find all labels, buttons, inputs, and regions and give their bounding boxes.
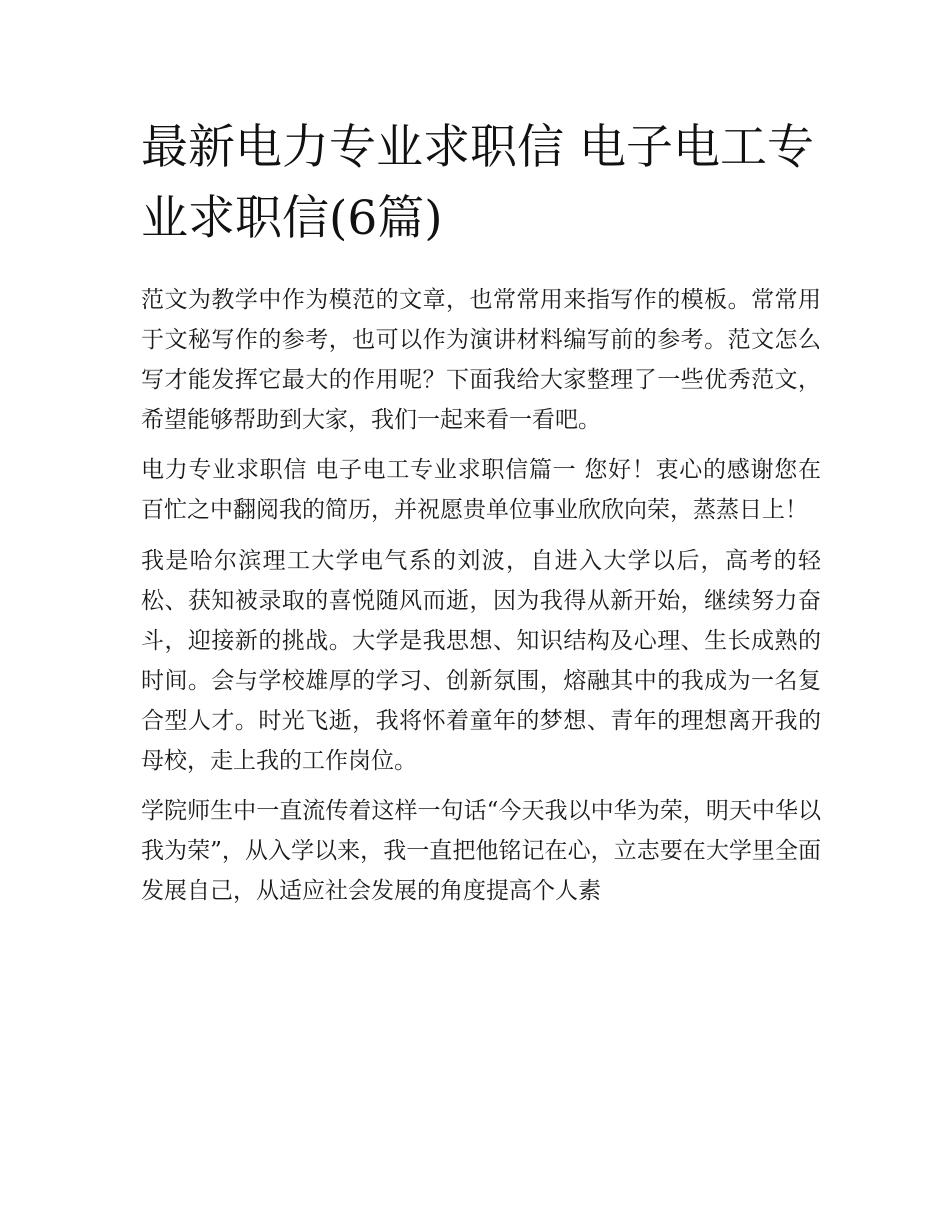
paragraph-greeting: 电力专业求职信 电子电工专业求职信篇一 您好！衷心的感谢您在百忙之中翻阅我的简历，并祝愿贵单位事业欣欣向荣，蒸蒸日上！: [141, 457, 821, 524]
document-title: 最新电力专业求职信 电子电工专业求职信(6篇): [141, 120, 814, 246]
document-body: [141, 280, 821, 921]
paragraph-intro: 范文为教学中作为模范的文章，也常常用来指写作的模板。常常用于文秘写作的参考，也可以作为演讲材料编写前的参考。范文怎么写才能发挥它最大的作用呢？下面我给大家整理了一些优秀范文，希望能够帮助到大家，我们一起来看一看吧。: [141, 287, 821, 433]
paragraph-self-introduction: 我是哈尔滨理工大学电气系的刘波，自进入大学以后，高考的轻松、获知被录取的喜悦随风而逝，因为我得从新开始，继续努力奋斗，迎接新的挑战。大学是我思想、知识结构及心理、生长成熟的时间。会与学校雄厚的学习、创新氛围，熔融其中的我成为一名复合型人才。时光飞逝，我将怀着童年的梦想、青年的理想离开我的母校，走上我的工作岗位。: [141, 547, 821, 774]
paragraph-motto: 学院师生中一直流传着这样一句话“今天我以中华为荣，明天中华以我为荣”，从入学以来，我一直把他铭记在心，立志要在大学里全面发展自己，从适应社会发展的角度提高个人素: [141, 797, 821, 904]
